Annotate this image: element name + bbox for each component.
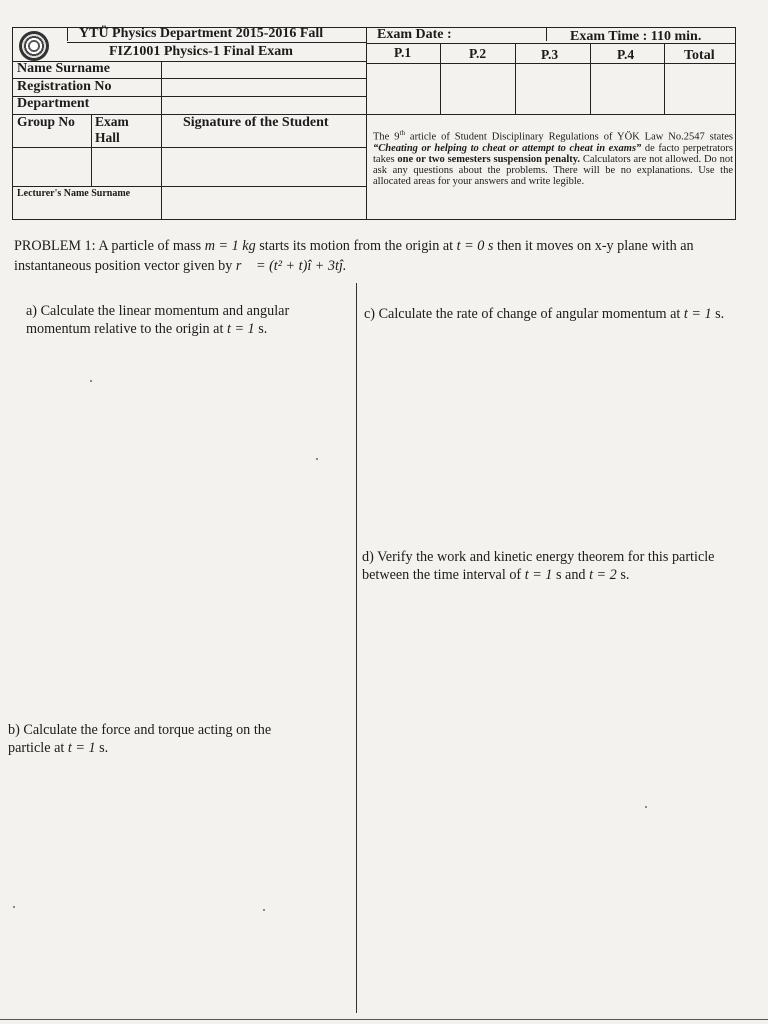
registration-no-label: Registration No xyxy=(17,79,112,94)
course-title: FIZ1001 Physics-1 Final Exam xyxy=(109,44,293,59)
exam-time-label: Exam Time : 110 min. xyxy=(570,29,702,44)
exam-header-table xyxy=(12,27,736,220)
question-a: a) Calculate the linear momentum and angular momentum relative to the origin at t = 1 s. xyxy=(26,303,290,337)
question-b: b) Calculate the force and torque acting on the particle at t = 1 s. xyxy=(8,722,272,756)
exam-hall-label: Exam Hall xyxy=(95,114,129,145)
column-divider xyxy=(356,283,357,1013)
lecturer-label: Lecturer's Name Surname xyxy=(17,188,131,199)
exam-rules-notice: The 9th article of Student Disciplinary Regulations of YÖK Law No.2547 states “Cheating or helping to cheat or attempt to cheat in exams” de facto perpetrators takes one or two semesters suspension penalty. Calculators are not allowed. Do not ask any questions about the problems. There will be no explanations. Use the allocated areas for your answers and write legible. xyxy=(373,129,733,188)
problem-label: PROBLEM 1: xyxy=(14,238,96,254)
score-p2-header: P.2 xyxy=(469,46,487,61)
question-c: c) Calculate the rate of change of angular momentum at t = 1 s. xyxy=(364,306,725,322)
page-bottom-edge xyxy=(0,1019,768,1020)
scan-speck xyxy=(645,806,647,808)
scan-speck xyxy=(13,906,15,908)
score-p1-header: P.1 xyxy=(394,45,412,60)
department-title: YTÜ Physics Department 2015-2016 Fall xyxy=(79,26,324,41)
score-total-header: Total xyxy=(684,48,715,63)
question-d: d) Verify the work and kinetic energy theorem for this particle between the time interval of t = 1 s and t = 2 s. xyxy=(362,549,715,583)
scan-speck xyxy=(90,380,92,382)
university-seal-icon xyxy=(19,31,49,61)
department-label: Department xyxy=(17,96,90,111)
score-p3-header: P.3 xyxy=(541,47,559,62)
scan-speck xyxy=(316,458,318,460)
group-no-label: Group No xyxy=(17,114,75,129)
exam-date-label: Exam Date : xyxy=(377,27,452,42)
scan-speck xyxy=(263,909,265,911)
position-vector-formula: r⃗ = (t² + t)î + 3tĵ. xyxy=(235,258,347,274)
signature-label: Signature of the Student xyxy=(183,115,329,130)
problem-1-statement: PROBLEM 1: A particle of mass m = 1 kg starts its motion from the origin at t = 0 s then it moves on x-y plane with an instantaneous position vector given by r⃗ = (t² + t)î + 3tĵ. xyxy=(14,238,694,274)
name-surname-label: Name Surname xyxy=(17,61,110,76)
score-p4-header: P.4 xyxy=(617,47,635,62)
